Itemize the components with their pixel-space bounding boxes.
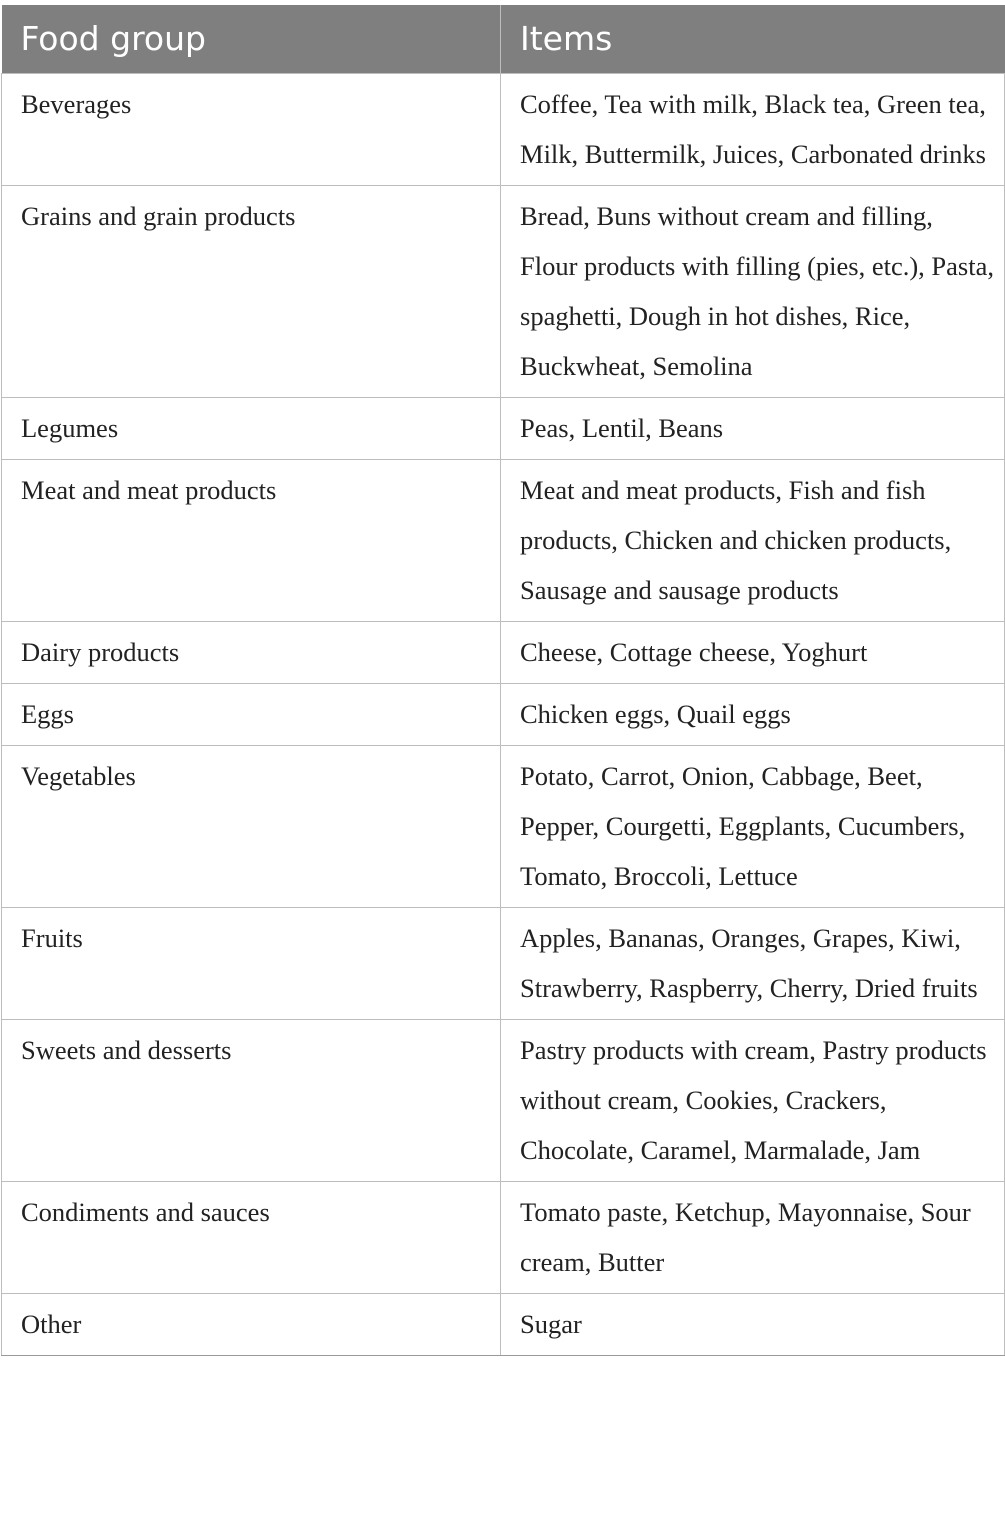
food-group-cell: Fruits (2, 907, 501, 1019)
items-cell: Sugar (501, 1293, 1005, 1355)
items-cell: Pastry products with cream, Pastry products without cream, Cookies, Crackers, Chocolate, Caramel, Marmalade, Jam (501, 1019, 1005, 1181)
table-row (2, 459, 1005, 621)
food-group-cell: Meat and meat products (2, 459, 501, 621)
food-group-cell: Sweets and desserts (2, 1019, 501, 1181)
items-cell: Bread, Buns without cream and filling, Flour products with filling (pies, etc.), Pasta, spaghetti, Dough in hot dishes, Rice, Buckwheat, Semolina (501, 185, 1005, 397)
items-cell: Meat and meat products, Fish and fish products, Chicken and chicken products, Sausage and sausage products (501, 459, 1005, 621)
items-cell: Coffee, Tea with milk, Black tea, Green tea, Milk, Buttermilk, Juices, Carbonated drinks (501, 73, 1005, 185)
column-header-food-group: Food group (2, 5, 501, 73)
table-row (2, 683, 1005, 745)
items-cell: Apples, Bananas, Oranges, Grapes, Kiwi, Strawberry, Raspberry, Cherry, Dried fruits (501, 907, 1005, 1019)
food-group-cell: Legumes (2, 397, 501, 459)
food-group-cell: Vegetables (2, 745, 501, 907)
table-row (2, 745, 1005, 907)
table-row (2, 621, 1005, 683)
column-header-items: Items (501, 5, 1005, 73)
table-row (2, 1293, 1005, 1355)
table-header-row (2, 5, 1005, 73)
food-group-cell: Dairy products (2, 621, 501, 683)
table-row (2, 73, 1005, 185)
table-row (2, 185, 1005, 397)
food-group-cell: Other (2, 1293, 501, 1355)
food-group-cell: Eggs (2, 683, 501, 745)
items-cell: Peas, Lentil, Beans (501, 397, 1005, 459)
table-row (2, 397, 1005, 459)
table-row (2, 907, 1005, 1019)
items-cell: Cheese, Cottage cheese, Yoghurt (501, 621, 1005, 683)
items-cell: Tomato paste, Ketchup, Mayonnaise, Sour cream, Butter (501, 1181, 1005, 1293)
food-group-table (1, 5, 1005, 1356)
food-group-cell: Grains and grain products (2, 185, 501, 397)
food-group-cell: Condiments and sauces (2, 1181, 501, 1293)
food-group-cell: Beverages (2, 73, 501, 185)
table-row (2, 1019, 1005, 1181)
items-cell: Potato, Carrot, Onion, Cabbage, Beet, Pepper, Courgetti, Eggplants, Cucumbers, Tomato, Broccoli, Lettuce (501, 745, 1005, 907)
items-cell: Chicken eggs, Quail eggs (501, 683, 1005, 745)
table-row (2, 1181, 1005, 1293)
